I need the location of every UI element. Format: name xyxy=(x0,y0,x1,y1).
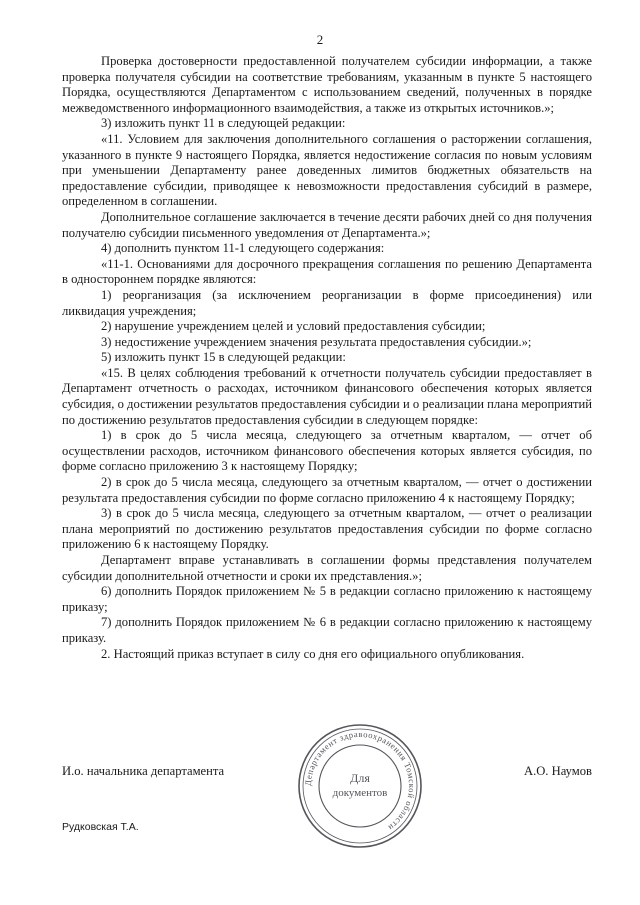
paragraph-point-11: «11. Условием для заключения дополнительного соглашения о расторжении соглашения, указанного в пункте 9 настоящего Порядка, является недостижение согласия по новым условиям при уменьшении Департаменту ранее доведенных лимитов бюджетных обязательств на предоставление субсидии, приводящее к невозможности предоставления субсидий в размере, определенном в соглашении. xyxy=(62,131,592,209)
paragraph-item-5: 5) изложить пункт 15 в следующей редакции: xyxy=(101,350,346,365)
paragraph-verification: Проверка достоверности предоставленной получателем субсидии информации, а также проверка получателя субсидии на соответствие требованиям, указанным в пункте 5 настоящего Порядка, осуществляются Департаментом с использованием сведений, полученных в порядке межведомственного информационного взаимодействия, а также из открытых источников.»; xyxy=(62,54,592,115)
paragraph-report-1: 1) в срок до 5 числа месяца, следующего за отчетным кварталом, — отчет об осуществлении расходов, источником финансового обеспечения которых является субсидия, по форме согласно приложению 3 к настоящему Порядку; xyxy=(62,428,592,474)
seal-stamp-icon xyxy=(296,722,424,850)
signer-name: А.О. Наумов xyxy=(523,764,592,778)
paragraph-point-15: «15. В целях соблюдения требований к отчетности получатель субсидии предоставляет в Департамент отчетность о расходах, источником финансового обеспечения которых является субсидия, о достижении результатов предоставления субсидии и о реализации плана мероприятий по достижению результатов предоставления субсидии в следующем порядке: xyxy=(62,365,592,427)
paragraph-item-4: 4) дополнить пунктом 11-1 следующего содержания: xyxy=(101,241,385,256)
stamp-ring-text: Департамент здравоохранения Томской области xyxy=(302,728,418,834)
signer-position: И.о. начальника департамента xyxy=(62,764,225,778)
stamp-center-line2: документов xyxy=(332,787,388,799)
paragraph-ground-1: 1) реорганизация (за исключением реорганизации в форме присоединения) или ликвидация учреждения; xyxy=(62,287,592,318)
document-body xyxy=(62,54,592,662)
paragraph-report-3: 3) в срок до 5 числа месяца, следующего за отчетным кварталом, — отчет о реализации плана мероприятий по достижению результатов предоставления субсидии по форме согласно приложению 6 к настоящему Порядку. xyxy=(62,506,592,552)
paragraph-department-right: Департамент вправе устанавливать в соглашении формы представления получателем субсидии дополнительной отчетности и сроки их представления.»; xyxy=(62,553,592,583)
paragraph-ground-2: 2) нарушение учреждением целей и условий предоставления субсидии; xyxy=(101,319,486,334)
paragraph-item-3: 3) изложить пункт 11 в следующей редакции: xyxy=(101,116,346,131)
executor-name: Рудковская Т.А. xyxy=(62,821,139,833)
paragraph-item-6: 6) дополнить Порядок приложением № 5 в редакции согласно приложению к настоящему приказу; xyxy=(62,584,592,614)
paragraph-additional-agreement: Дополнительное соглашение заключается в течение десяти рабочих дней со дня получения получателю субсидии письменного уведомления от Департамента.»; xyxy=(62,209,592,240)
paragraph-report-2: 2) в срок до 5 числа месяца, следующего за отчетным кварталом, — отчет о достижении результата предоставления субсидии по форме согласно приложению 4 к настоящему Порядку; xyxy=(62,475,592,505)
paragraph-ground-3: 3) недостижение учреждением значения результата предоставления субсидии.»; xyxy=(101,334,532,349)
page-number: 2 xyxy=(316,32,324,47)
paragraph-item-7: 7) дополнить Порядок приложением № 6 в редакции согласно приложению к настоящему приказу. xyxy=(62,615,592,645)
paragraph-effective-date: 2. Настоящий приказ вступает в силу со дня его официального опубликования. xyxy=(101,646,525,661)
stamp-center-line1: Для xyxy=(350,771,370,785)
paragraph-point-11-1: «11-1. Основаниями для досрочного прекращения соглашения по решению Департамента в одностороннем порядке являются: xyxy=(62,256,592,287)
